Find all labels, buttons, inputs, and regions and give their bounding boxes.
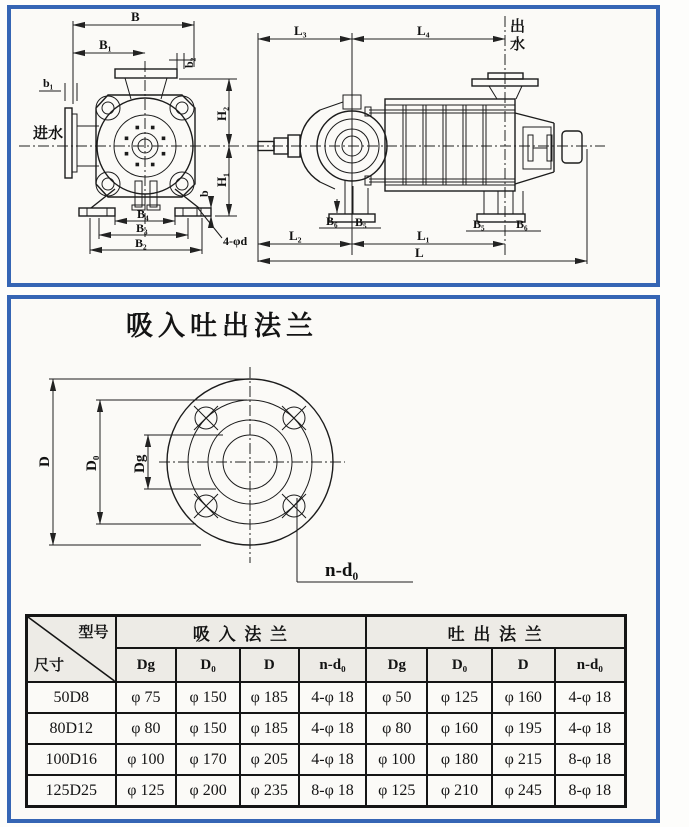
table-subheader-row <box>27 648 626 682</box>
model-cell: 125D25 <box>27 775 116 807</box>
flange-panel <box>7 295 660 823</box>
dim-label-n-d0: n-d₀ <box>325 560 359 581</box>
dim-label-B1: B₁ <box>99 37 112 52</box>
dim-label-B6-right: B₆ <box>516 217 528 231</box>
table-row <box>27 713 626 744</box>
model-cell: 80D12 <box>27 713 116 744</box>
value-cell: 4-φ 18 <box>299 713 367 744</box>
dim-label-B5-right: B₅ <box>473 217 485 231</box>
dim-label-B2-front: B₂ <box>135 236 147 250</box>
col-header: D <box>240 648 299 682</box>
value-cell: φ 195 <box>492 713 555 744</box>
value-cell: φ 125 <box>366 775 427 807</box>
value-cell: φ 75 <box>116 682 177 713</box>
dim-label-B4: B₄ <box>137 207 149 221</box>
outlet-water-label: 出水 <box>508 18 525 54</box>
dim-label-L2: L₂ <box>289 228 302 243</box>
dim-label-B: B <box>131 9 140 24</box>
value-cell: φ 205 <box>240 744 299 775</box>
group-header-discharge: 吐 出 法 兰 <box>366 616 625 649</box>
value-cell: φ 150 <box>176 713 240 744</box>
dim-label-D0: D₀ <box>84 455 100 471</box>
table-row <box>27 775 626 807</box>
flange-diagram-svg <box>11 299 656 609</box>
value-cell: φ 235 <box>240 775 299 807</box>
dim-label-Dg: Dg <box>132 454 148 473</box>
value-cell: φ 210 <box>427 775 492 807</box>
value-cell: φ 160 <box>492 682 555 713</box>
dim-label-L1: L₁ <box>417 228 430 243</box>
value-cell: φ 215 <box>492 744 555 775</box>
dim-label-L4: L₄ <box>417 23 430 38</box>
inlet-water-label: 进水 <box>33 125 64 142</box>
dim-label-B3: B₃ <box>136 221 148 235</box>
col-header: D₀ <box>427 648 492 682</box>
corner-label-model: 型号 <box>78 624 109 641</box>
flange-diagram <box>37 367 413 582</box>
dim-label-L3: L₃ <box>294 23 307 38</box>
value-cell: φ 100 <box>366 744 427 775</box>
value-cell: φ 160 <box>427 713 492 744</box>
value-cell: φ 125 <box>427 682 492 713</box>
col-header: D₀ <box>176 648 240 682</box>
value-cell: 4-φ 18 <box>555 713 626 744</box>
value-cell: 8-φ 18 <box>555 744 626 775</box>
dim-label-B5-left: B₅ <box>355 215 367 229</box>
value-cell: 8-φ 18 <box>555 775 626 807</box>
value-cell: 8-φ 18 <box>299 775 367 807</box>
dim-label-b1: b₁ <box>43 76 54 90</box>
value-cell: 4-φ 18 <box>299 682 367 713</box>
group-header-suction: 吸 入 法 兰 <box>116 616 367 649</box>
flange-spec-table <box>25 614 627 808</box>
flange-section-title: 吸入吐出法兰 <box>126 311 318 341</box>
value-cell: φ 80 <box>366 713 427 744</box>
col-header: D <box>492 648 555 682</box>
col-header: Dg <box>116 648 177 682</box>
dim-label-b2: b₂ <box>182 57 196 68</box>
col-header: n-d₀ <box>299 648 367 682</box>
value-cell: φ 245 <box>492 775 555 807</box>
col-header: Dg <box>366 648 427 682</box>
model-cell: 100D16 <box>27 744 116 775</box>
value-cell: φ 125 <box>116 775 177 807</box>
value-cell: φ 200 <box>176 775 240 807</box>
corner-label-size: 尺寸 <box>34 657 65 674</box>
value-cell: φ 185 <box>240 682 299 713</box>
table-row <box>27 682 626 713</box>
value-cell: 4-φ 18 <box>555 682 626 713</box>
dim-label-b: b <box>197 190 211 197</box>
pump-drawing-panel <box>7 5 660 287</box>
pump-drawing-svg <box>11 9 656 283</box>
dim-label-D: D <box>37 456 53 467</box>
dim-label-L: L <box>415 245 424 260</box>
dim-label-4-phi-d: 4-φd <box>223 234 248 248</box>
table-corner-cell <box>27 616 116 683</box>
model-cell: 50D8 <box>27 682 116 713</box>
value-cell: φ 170 <box>176 744 240 775</box>
value-cell: φ 80 <box>116 713 177 744</box>
value-cell: φ 180 <box>427 744 492 775</box>
value-cell: φ 100 <box>116 744 177 775</box>
dim-label-H1: H₁ <box>214 172 229 187</box>
pump-side-view <box>253 16 605 264</box>
dim-label-H2: H₂ <box>214 106 229 121</box>
value-cell: φ 185 <box>240 713 299 744</box>
table-row <box>27 744 626 775</box>
col-header: n-d₀ <box>555 648 626 682</box>
value-cell: 4-φ 18 <box>299 744 367 775</box>
pump-front-view <box>19 9 261 254</box>
value-cell: φ 150 <box>176 682 240 713</box>
dim-label-B6-left: B₆ <box>326 214 338 228</box>
value-cell: φ 50 <box>366 682 427 713</box>
